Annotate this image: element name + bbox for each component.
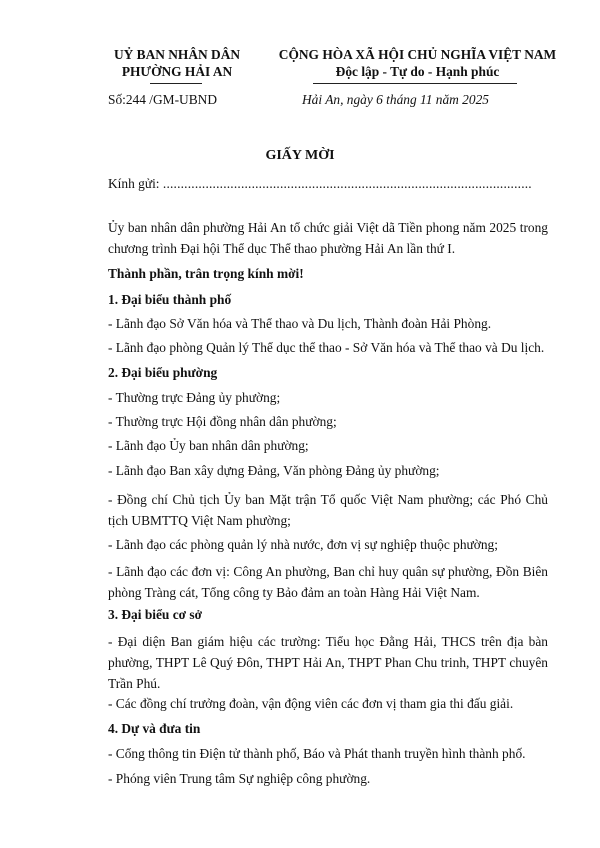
intro-paragraph <box>108 217 548 259</box>
list-item: - Phóng viên Trung tâm Sự nghiệp công phường. <box>108 771 371 786</box>
nation-name: CỘNG HÒA XÃ HỘI CHỦ NGHĨA VIỆT NAM <box>278 47 557 62</box>
org-name-line2: PHƯỜNG HẢI AN <box>121 64 233 79</box>
national-motto <box>255 46 580 80</box>
issuing-authority <box>92 46 262 80</box>
document-title: GIẤY MỜI <box>265 148 335 163</box>
list-item: - Lãnh đạo Ủy ban nhân dân phường; <box>108 438 309 453</box>
invite-heading: Thành phần, trân trọng kính mời! <box>108 266 304 281</box>
list-item: - Các đồng chí trưởng đoàn, vận động viên các đơn vị tham gia thi đấu giải. <box>108 696 514 711</box>
list-item: - Đại diện Ban giám hiệu các trường: Tiểu học Đằng Hải, THCS trên địa bàn phường, THPT Lê Quý Đôn, THPT Hải An, THPT Phan Chu trinh, THPT chuyên Trần Phú. <box>108 634 548 691</box>
section-heading: 2. Đại biểu phường <box>108 365 218 380</box>
list-item: - Thường trực Đảng ủy phường; <box>108 390 281 405</box>
list-item: - Đồng chí Chủ tịch Ủy ban Mặt trận Tổ quốc Việt Nam phường; các Phó Chủ tịch UBMTTQ Việt Nam phường; <box>108 492 548 528</box>
document-date: Hải An, ngày 6 tháng 11 năm 2025 <box>302 92 489 107</box>
motto: Độc lập - Tự do - Hạnh phúc <box>335 64 500 79</box>
list-item: - Lãnh đạo các phòng quản lý nhà nước, đơn vị sự nghiệp thuộc phường; <box>108 537 498 552</box>
section-heading: 3. Đại biểu cơ sở <box>108 607 203 622</box>
addressee-blank: ........................................................................................................ <box>162 176 532 191</box>
org-name-line1: UỶ BAN NHÂN DÂN <box>113 47 241 62</box>
list-item: - Lãnh đạo Ban xây dựng Đảng, Văn phòng Đảng ủy phường; <box>108 463 440 478</box>
addressee-line <box>108 176 532 192</box>
list-item: - Lãnh đạo phòng Quản lý Thể dục thể thao - Sở Văn hóa và Thể thao và Du lịch. <box>108 340 545 355</box>
section-heading: 4. Dự và đưa tin <box>108 721 201 736</box>
org-underline <box>150 83 202 84</box>
list-item: - Cổng thông tin Điện tử thành phố, Báo và Phát thanh truyền hình thành phố. <box>108 746 526 761</box>
list-item: - Lãnh đạo các đơn vị: Công An phường, Ban chỉ huy quân sự phường, Đồn Biên phòng Tràng cát, Tổng công ty Bảo đảm an toàn Hàng Hải Việt Nam. <box>108 564 548 600</box>
intro-text: Ủy ban nhân dân phường Hải An tổ chức giải Việt dã Tiền phong năm 2025 trong chương trình Đại hội Thể dục Thể thao phường Hải An lần thứ I. <box>108 220 548 256</box>
section-heading: 1. Đại biểu thành phố <box>108 292 232 307</box>
document-number: Số:244 /GM-UBND <box>108 92 217 107</box>
addressee-label: Kính gửi: <box>108 176 160 191</box>
list-item: - Lãnh đạo Sở Văn hóa và Thể thao và Du lịch, Thành đoàn Hải Phòng. <box>108 316 492 331</box>
motto-underline <box>313 83 517 84</box>
list-item: - Thường trực Hội đồng nhân dân phường; <box>108 414 337 429</box>
